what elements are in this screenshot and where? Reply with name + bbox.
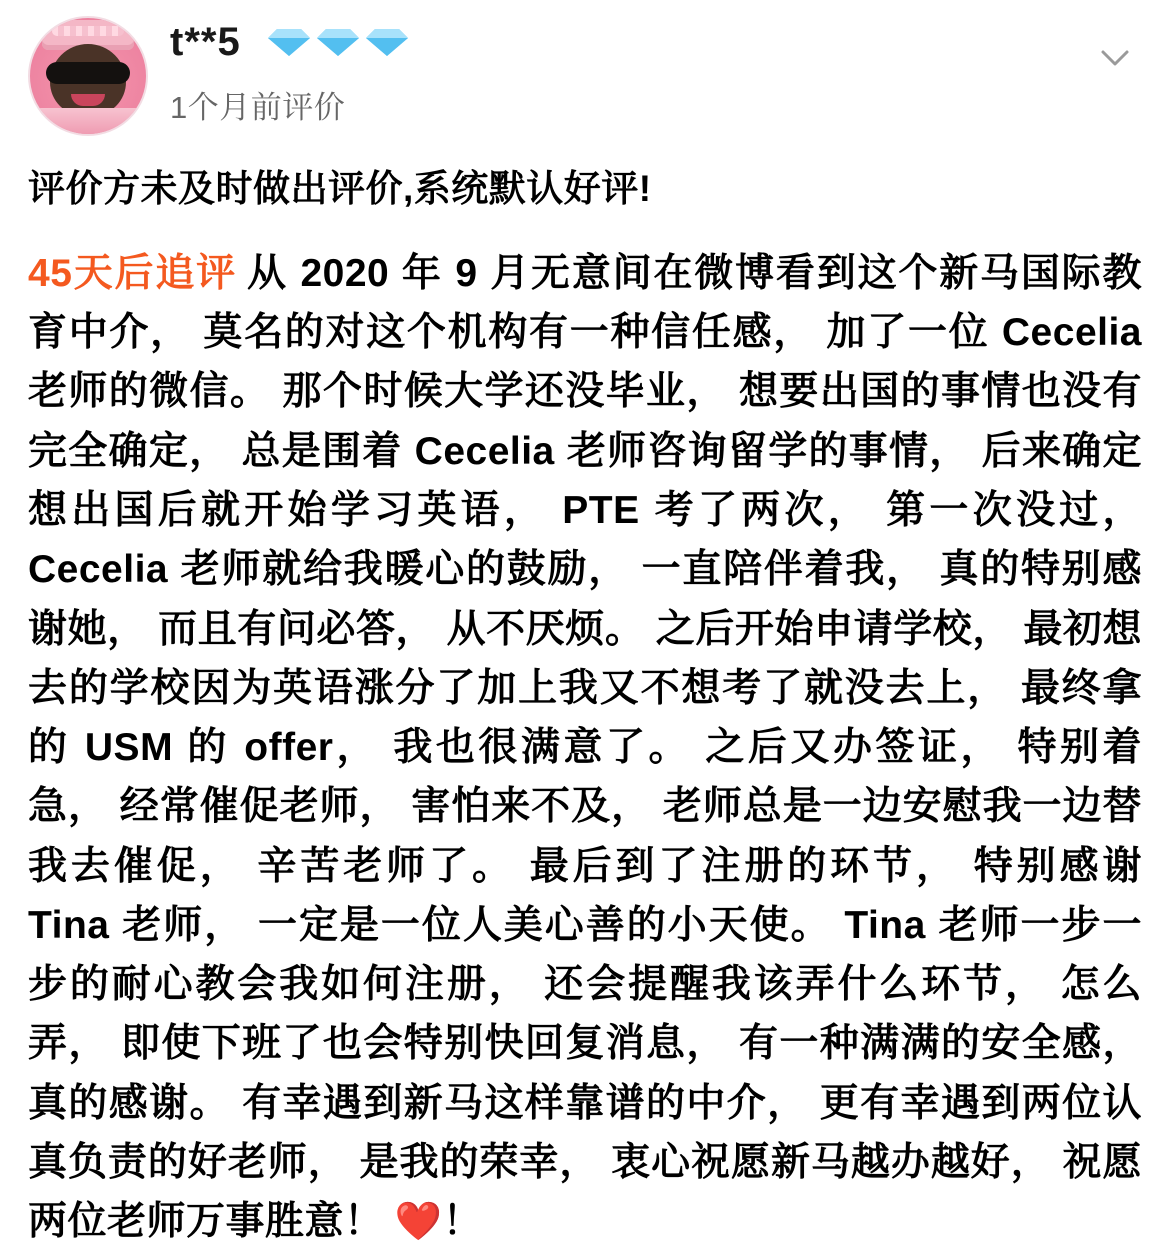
append-review-text: 从 2020 年 9 月无意间在微博看到这个新马国际教育中介， 莫名的对这个机构有一种信任感， 加了一位 Cecelia 老师的微信。 那个时候大学还没毕业， 想要出国的事情也没有完全确定， 总是围着 Cecelia 老师咨询留学的事情， 后来确定想出国后就开始学习英语， PTE 考了两次， 第一次没过， Cecelia 老师就给我暖心的鼓励， 一直陪伴着我， 真的特别感谢她， 而且有问必答， 从不厌烦。 之后开始申请学校， 最初想去的学校因为英语涨分了加上我又不想考了就没去上， 最终拿的 USM 的 offer， 我也很满意了。 之后又办签证， 特别着急， 经常催促老师， 害怕来不及， 老师总是一边安慰我一边替我去催促， 辛苦老师了。 最后到了注册的环节， 特别感谢 Tina 老师， 一定是一位人美心善的小天使。 Tina 老师一步一步的耐心教会我如何注册， 还会提醒我该弄什么环节， 怎么弄， 即使下班了也会特别快回复消息， 有一种满满的安全感， 真的感谢。 有幸遇到新马这样靠谱的中介， 更有幸遇到两位认真负责的好老师， 是我的荣幸， 衷心祝愿新马越办越好， 祝愿两位老师万事胜意！ bbox=[28, 251, 1142, 1244]
diamond-icon bbox=[365, 27, 409, 57]
chevron-down-icon[interactable] bbox=[1092, 34, 1138, 80]
avatar-collar bbox=[30, 108, 146, 134]
review-header-text bbox=[170, 16, 1092, 127]
buyer-level-badges bbox=[267, 27, 409, 57]
avatar[interactable] bbox=[28, 16, 148, 136]
diamond-icon bbox=[316, 27, 360, 57]
review-body bbox=[28, 164, 1142, 1252]
default-rating-text: 评价方未及时做出评价,系统默认好评! bbox=[28, 168, 652, 209]
append-review-block bbox=[28, 244, 1142, 1252]
append-review-tag: 45天后追评 bbox=[28, 251, 237, 295]
review-time: 1个月前评价 bbox=[170, 90, 346, 125]
append-review-end: ！ bbox=[442, 1200, 483, 1244]
heart-icon: ❤️ bbox=[394, 1201, 443, 1244]
user-name: t**5 bbox=[170, 20, 241, 64]
diamond-icon bbox=[267, 27, 311, 57]
avatar-sunglasses bbox=[46, 62, 130, 84]
review-header bbox=[28, 10, 1142, 136]
user-name-row bbox=[170, 20, 1092, 64]
